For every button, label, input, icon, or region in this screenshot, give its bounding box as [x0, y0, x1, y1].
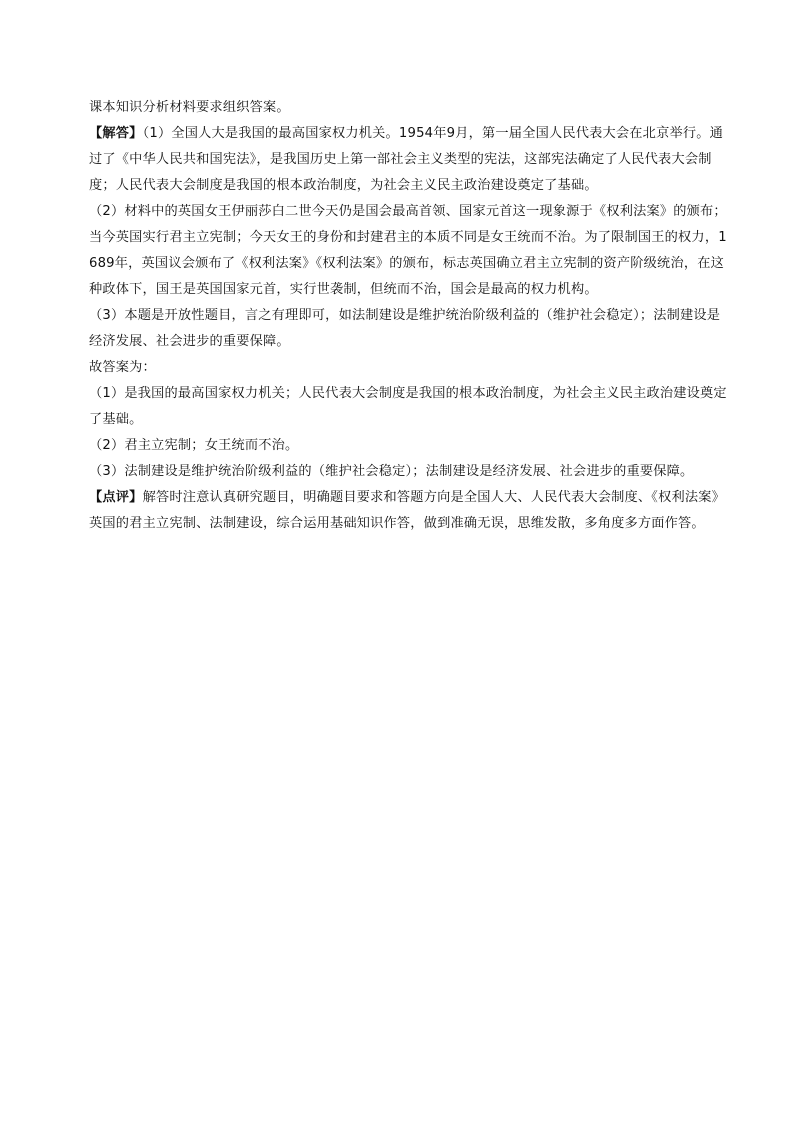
- comment-tag: 【点评】: [89, 490, 143, 505]
- comment-paragraph: [89, 485, 729, 537]
- final-answer-3: [89, 459, 729, 485]
- final-answer-1: [89, 381, 729, 433]
- document-page: [89, 95, 729, 537]
- paragraph-text: （3）本题是开放性题目，言之有理即可，如法制建设是维护统治阶级利益的（维护社会稳定）；法制建设是经济发展、社会进步的重要保障。: [89, 308, 721, 349]
- paragraph-text: （3）法制建设是维护统治阶级利益的（维护社会稳定）；法制建设是经济发展、社会进步的重要保障。: [89, 464, 694, 479]
- intro-line: [89, 95, 729, 121]
- answer-part-2: [89, 199, 729, 303]
- paragraph-text: （1）是我国的最高国家权力机关；人民代表大会制度是我国的根本政治制度，为社会主义民主政治建设奠定了基础。: [89, 386, 727, 427]
- final-answer-2: [89, 433, 729, 459]
- answer-part-3: [89, 303, 729, 355]
- answer-tag: 【解答】: [89, 126, 143, 141]
- final-answer-heading: [89, 355, 729, 381]
- paragraph-text: 解答时注意认真研究题目，明确题目要求和答题方向是全国人大、人民代表大会制度、《权利法案》 英国的君主立宪制、法制建设，综合运用基础知识作答，做到准确无误，思维发散，多角度多方面作答。: [89, 490, 726, 531]
- paragraph-text: （2）君主立宪制；女王统而不治。: [89, 438, 299, 453]
- answer-part-1: [89, 121, 729, 199]
- paragraph-text: 课本知识分析材料要求组织答案。: [89, 100, 290, 115]
- paragraph-text: 故答案为：: [89, 360, 156, 375]
- paragraph-text: （1）全国人大是我国的最高国家权力机关。1954年9月，第一届全国人民代表大会在北京举行。通过了《中华人民共和国宪法》，是我国历史上第一部社会主义类型的宪法，这部宪法确定了人民代表大会制度；人民代表大会制度是我国的根本政治制度，为社会主义民主政治建设奠定了基础。: [89, 126, 724, 193]
- paragraph-text: （2）材料中的英国女王伊丽莎白二世今天仍是国会最高首领、国家元首这一现象源于《权利法案》的颁布；当今英国实行君主立宪制；今天女王的身份和封建君主的本质不同是女王统而不治。为了限制国王的权力，1689年，英国议会颁布了《权利法案》《权利法案》的颁布，标志英国确立君主立宪制的资产阶级统治，在这种政体下，国王是英国国家元首，实行世袭制，但统而不治，国会是最高的权力机构。: [89, 204, 727, 297]
